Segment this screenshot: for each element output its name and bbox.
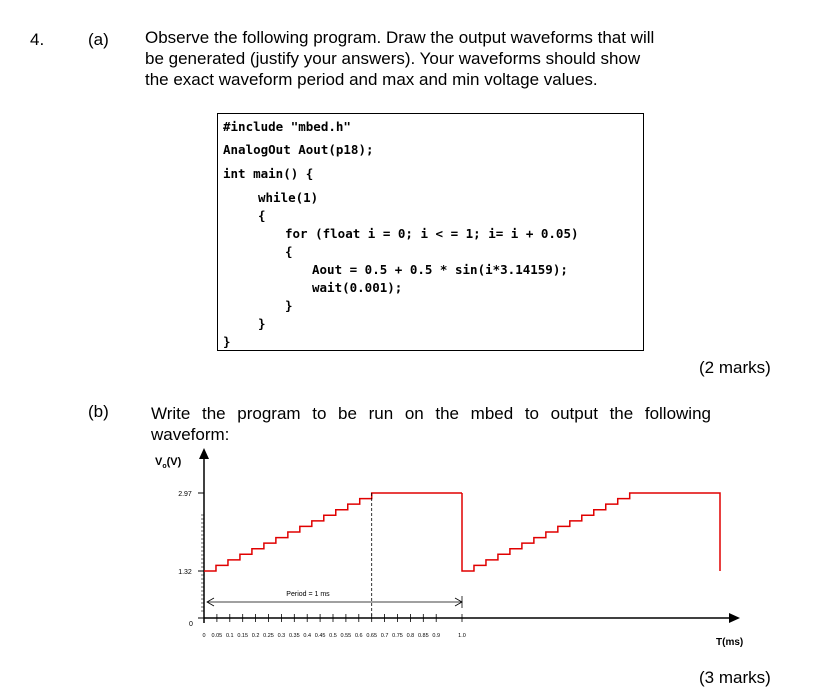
part-a-label: (a) (88, 30, 109, 49)
question-number: 4. (30, 30, 45, 49)
x-tick-label: 0.1 (225, 633, 234, 639)
code-line: } (285, 298, 293, 313)
x-tick-label: 0.85 (417, 633, 429, 639)
period-label: Period = 1 ms (286, 591, 330, 598)
y-axis-arrow (199, 448, 209, 459)
x-axis-arrow (729, 613, 740, 623)
waveform-period-2 (462, 493, 720, 571)
x-tick-label: 0.55 (340, 633, 352, 639)
code-line: { (258, 208, 266, 223)
code-line: while(1) (258, 190, 319, 205)
x-tick-label: 0.75 (392, 633, 403, 639)
part-a-text-line: Observe the following program. Draw the output waveforms that will (145, 28, 655, 47)
part-b-marks: (3 marks) (699, 668, 771, 687)
code-line: } (223, 334, 231, 349)
x-tick-label: 0.3 (277, 633, 286, 639)
x-tick-label: 0.8 (406, 633, 415, 639)
x-tick-label: 0.4 (303, 633, 312, 639)
x-tick-label: 0.05 (211, 633, 223, 639)
waveform-period-1 (204, 493, 462, 571)
y-axis-label: $V_o(V)$ (155, 456, 182, 470)
y-tick-label: 2.97 (178, 491, 192, 498)
x-tick-label: 0.25 (263, 633, 274, 639)
code-line: int main() { (223, 166, 314, 181)
x-tick-label: 0.65 (366, 633, 378, 639)
part-a-text-line: the exact waveform period and max and min voltage values. (145, 70, 598, 89)
part-a-text-line: be generated (justify your answers). Your waveforms should show (145, 49, 641, 68)
code-line: #include "mbed.h" (223, 119, 351, 134)
part-b-text-line: waveform: (151, 425, 230, 444)
x-tick-label: 0.9 (432, 633, 441, 639)
code-line: Aout = 0.5 + 0.5 * sin(i*3.14159); (312, 262, 568, 277)
x-tick-label: 0.15 (237, 633, 249, 639)
x-tick-label: 1.0 (458, 633, 466, 639)
code-line: AnalogOut Aout(p18); (223, 142, 374, 157)
x-tick-label: 0.2 (251, 633, 260, 639)
part-b-text-line: Write the program to be run on the mbed to output the following (151, 404, 711, 423)
x-tick-label: 0.6 (354, 633, 363, 639)
part-a-marks: (2 marks) (699, 358, 771, 377)
code-line: { (285, 244, 293, 259)
part-a-text (145, 27, 654, 90)
x-tick-label: 0.5 (329, 633, 337, 639)
code-line: wait(0.001); (312, 280, 403, 295)
y-tick-label: 0 (189, 621, 193, 628)
part-b-text (151, 403, 711, 445)
part-b-label: (b) (88, 402, 109, 421)
x-axis-label: T(ms) (716, 637, 744, 648)
code-box (217, 113, 644, 351)
y-tick-label: 1.32 (178, 569, 192, 576)
code-line: } (258, 316, 266, 331)
x-tick-label: 0.35 (288, 633, 300, 639)
code-line: for (float i = 0; i < = 1; i= i + 0.05) (285, 226, 579, 241)
waveform-chart (0, 445, 815, 660)
x-tick-label: 0.45 (314, 633, 326, 639)
x-tick-label: 0.7 (380, 633, 389, 639)
x-tick-label: 0 (202, 633, 206, 639)
